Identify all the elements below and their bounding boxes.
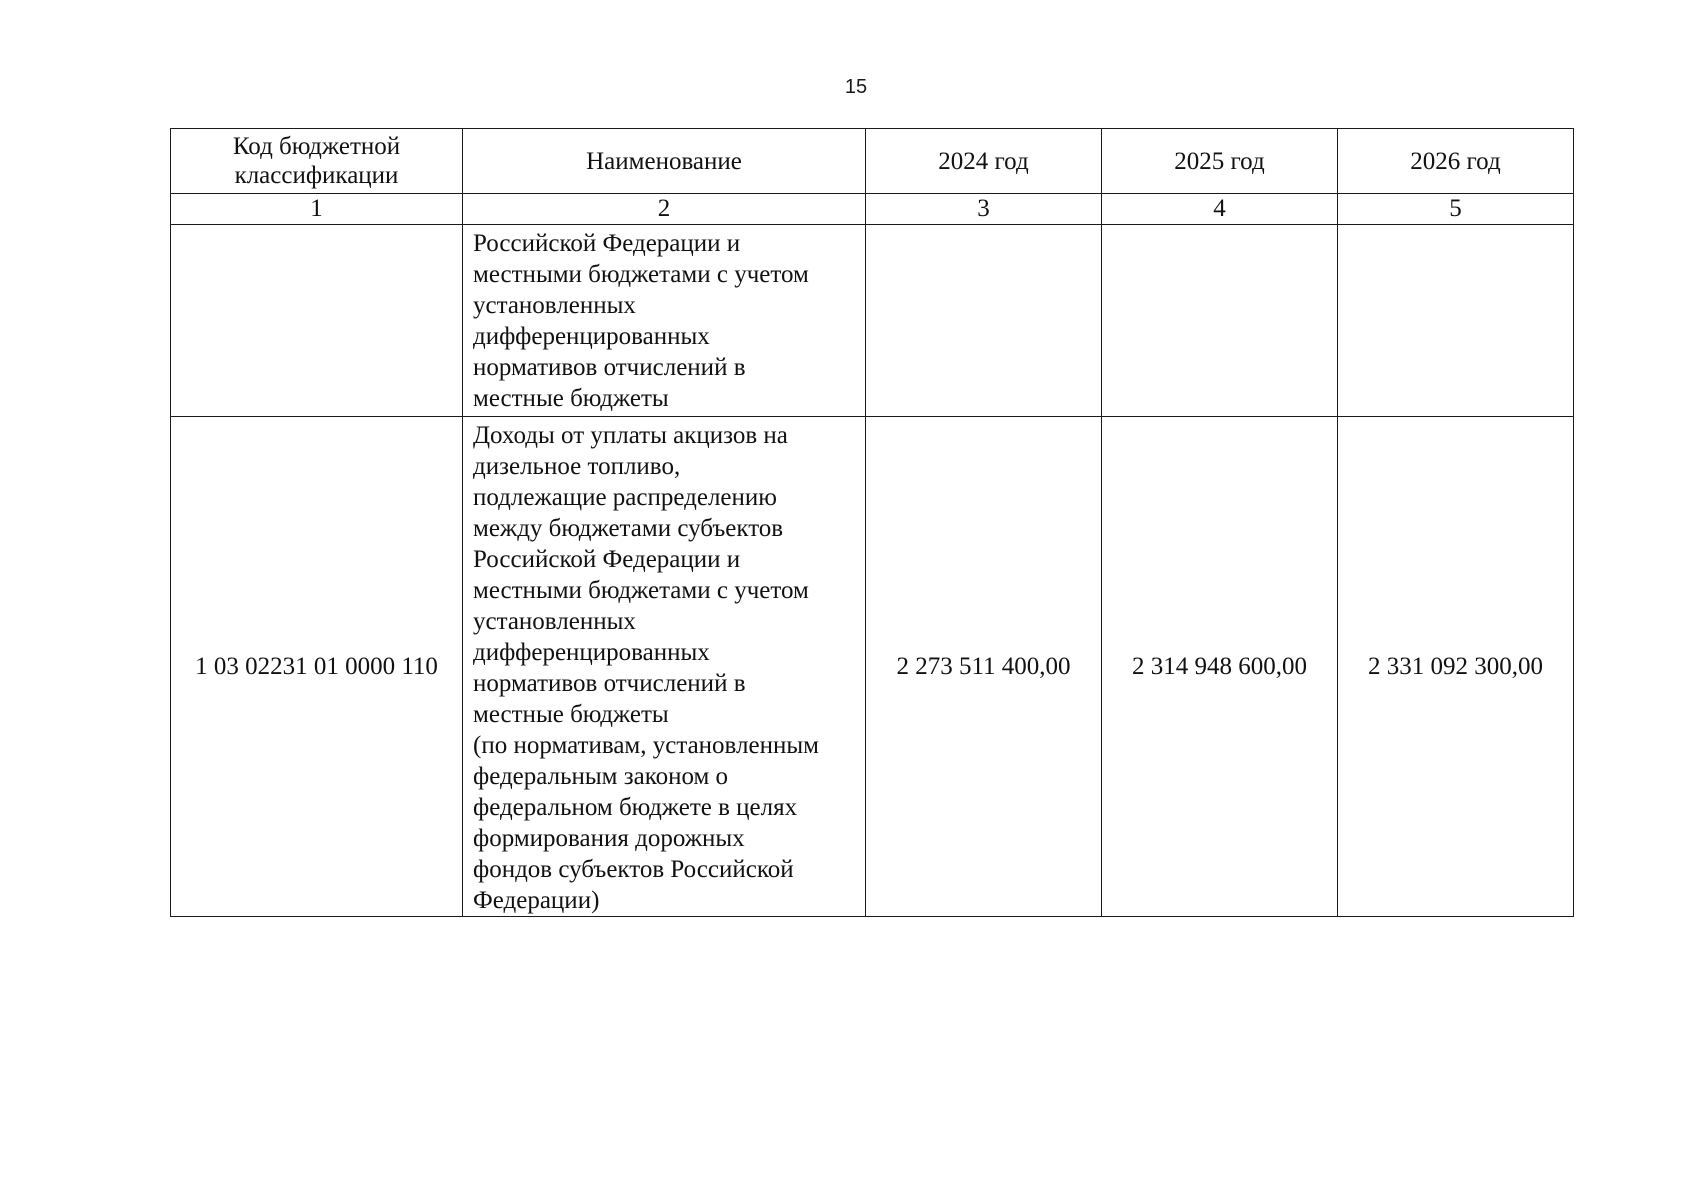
name-line: Федерации) — [473, 887, 600, 914]
column-number: 5 — [1338, 194, 1574, 225]
header-code-line: классификации — [234, 162, 399, 189]
name-line: нормативов отчислений в — [473, 354, 746, 381]
name-line: установленных — [473, 292, 636, 319]
header-code-line: Код бюджетной — [232, 133, 401, 160]
name-line: местными бюджетами с учетом — [473, 577, 809, 604]
name-line: местными бюджетами с учетом — [473, 261, 809, 288]
name-line: Доходы от уплаты акцизов на — [473, 422, 788, 449]
page-number: 15 — [844, 76, 868, 98]
name-line: дифференцированных — [473, 323, 710, 350]
name-line: местные бюджеты — [473, 701, 669, 728]
table-row — [171, 225, 1574, 417]
column-number-row — [171, 194, 1574, 225]
column-number: 3 — [866, 194, 1102, 225]
header-name: Наименование — [463, 129, 866, 194]
value-2026 — [1338, 225, 1574, 417]
name-line: дизельное топливо, — [473, 453, 681, 480]
table-header-row — [171, 129, 1574, 194]
name-line: федеральным законом о — [473, 763, 729, 790]
header-2025: 2025 год — [1102, 129, 1338, 194]
code-cell: 1 03 02231 01 0000 110 — [171, 417, 463, 917]
column-number: 2 — [463, 194, 866, 225]
value-2026: 2 331 092 300,00 — [1338, 417, 1574, 917]
value-2024 — [866, 225, 1102, 417]
value-2024: 2 273 511 400,00 — [866, 417, 1102, 917]
name-cell — [463, 225, 866, 417]
name-line: Российской Федерации и — [473, 230, 741, 257]
budget-revenue-table — [170, 128, 1574, 917]
name-line: федеральном бюджете в целях — [473, 794, 798, 821]
column-number: 1 — [171, 194, 463, 225]
name-line: нормативов отчислений в — [473, 670, 746, 697]
name-cell — [463, 417, 866, 917]
name-line: установленных — [473, 608, 636, 635]
name-line: Российской Федерации и — [473, 546, 741, 573]
name-line: дифференцированных — [473, 639, 710, 666]
name-line: (по нормативам, установленным — [473, 732, 819, 759]
value-2025: 2 314 948 600,00 — [1102, 417, 1338, 917]
name-line: между бюджетами субъектов — [473, 515, 784, 542]
code-cell — [171, 225, 463, 417]
value-2025 — [1102, 225, 1338, 417]
header-2024: 2024 год — [866, 129, 1102, 194]
column-number: 4 — [1102, 194, 1338, 225]
header-2026: 2026 год — [1338, 129, 1574, 194]
name-line: подлежащие распределению — [473, 484, 777, 511]
header-code — [171, 129, 463, 194]
name-line: фондов субъектов Российской — [473, 856, 794, 883]
table-row — [171, 417, 1574, 917]
name-line: местные бюджеты — [473, 385, 669, 412]
name-line: формирования дорожных — [473, 825, 745, 852]
